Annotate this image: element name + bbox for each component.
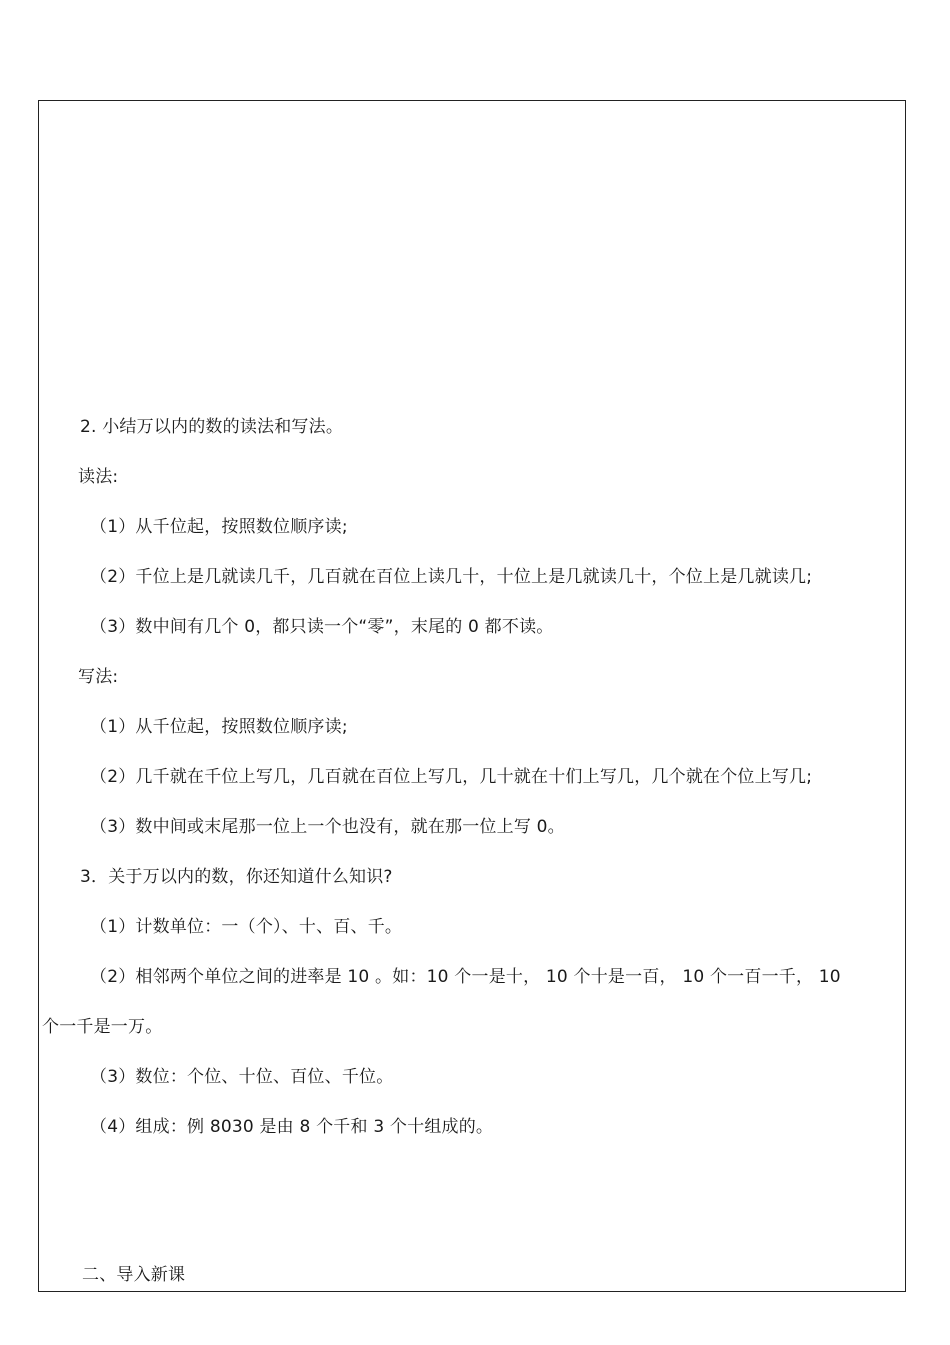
knowledge-item-2-continued: 个一千是一万。 [42,1017,163,1037]
writing-rule-1: （1）从千位起，按照数位顺序读; [90,717,348,737]
knowledge-item-2: （2）相邻两个单位之间的进率是 10 。如：10 个一是十， 10 个十是一百， 10 个一百一千， 10 [90,967,841,987]
knowledge-item-1: （1）计数单位：一（个）、十、百、千。 [90,917,403,937]
writing-label: 写法: [78,667,119,687]
reading-rule-3: （3）数中间有几个 0，都只读一个“零”，末尾的 0 都不读。 [90,617,554,637]
knowledge-item-3: （3）数位：个位、十位、百位、千位。 [90,1067,394,1087]
section-3-title: 3．关于万以内的数，你还知道什么知识? [80,867,393,887]
section-new-lesson: 二、导入新课 [82,1265,186,1285]
writing-rule-2: （2）几千就在千位上写几，几百就在百位上写几，几十就在十们上写几，几个就在个位上写几; [90,767,813,787]
knowledge-item-4: （4）组成：例 8030 是由 8 个千和 3 个十组成的。 [90,1117,494,1137]
section-2-title: 2. 小结万以内的数的读法和写法。 [80,417,344,437]
reading-rule-2: （2）千位上是几就读几千，几百就在百位上读几十，十位上是几就读几十，个位上是几就读几; [90,567,813,587]
reading-label: 读法: [78,467,119,487]
writing-rule-3: （3）数中间或末尾那一位上一个也没有，就在那一位上写 0。 [90,817,565,837]
content-frame [38,100,906,1292]
reading-rule-1: （1）从千位起，按照数位顺序读; [90,517,348,537]
